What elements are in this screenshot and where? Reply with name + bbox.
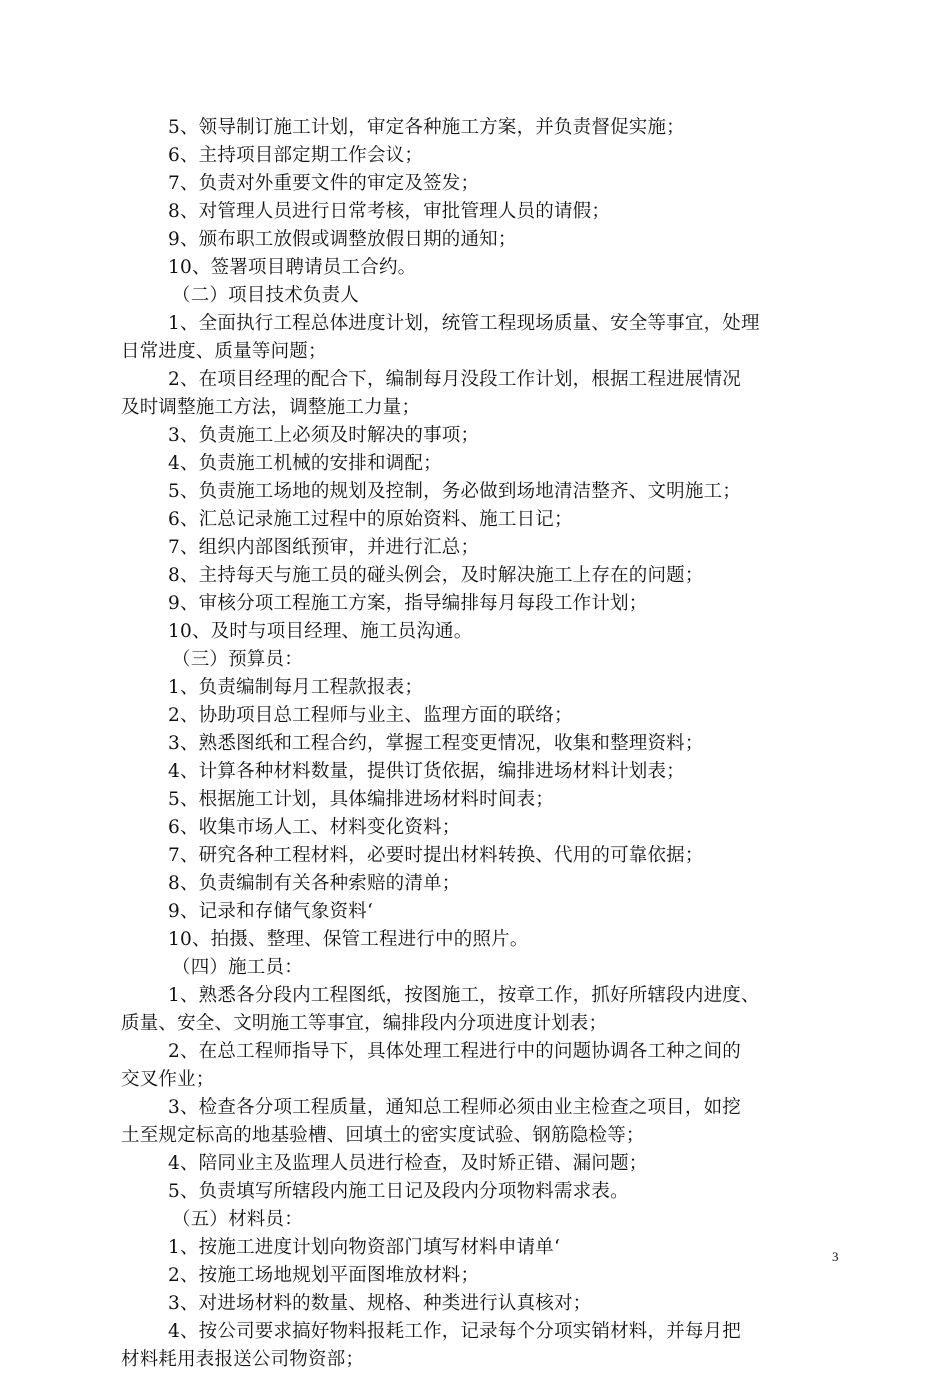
text-line: 2、在总工程师指导下，具体处理工程进行中的问题协调各工种之间的 [168, 1041, 741, 1062]
page-number: 3 [832, 1249, 839, 1264]
text-line: 9、颁布职工放假或调整放假日期的通知； [168, 229, 517, 250]
text-line: 3、熟悉图纸和工程合约，掌握工程变更情况，收集和整理资料； [168, 733, 704, 754]
text-line: 日常进度、质量等问题； [121, 341, 327, 362]
text-line: 8、主持每天与施工员的碰头例会，及时解决施工上存在的问题； [168, 565, 704, 586]
section-heading: （五）材料员： [172, 1209, 303, 1230]
text-line: 4、计算各种材料数量，提供订货依据，编排进场材料计划表； [168, 761, 685, 782]
text-line: 7、负责对外重要文件的审定及签发； [168, 173, 480, 194]
text-line: 8、对管理人员进行日常考核，审批管理人员的请假； [168, 201, 611, 222]
section-heading: （二）项目技术负责人 [172, 285, 360, 306]
text-line: 5、根据施工计划，具体编排进场材料时间表； [168, 789, 554, 810]
text-line: 10、签署项目聘请员工合约。 [168, 257, 417, 278]
text-line: 6、收集市场人工、材料变化资料； [168, 817, 461, 838]
text-line: 1、按施工进度计划向物资部门填写材料申请单‘ [168, 1237, 561, 1258]
text-line: 材料耗用表报送公司物资部； [121, 1349, 365, 1370]
text-line: 5、负责填写所辖段内施工日记及段内分项物料需求表。 [168, 1181, 629, 1202]
document-body [121, 114, 838, 1374]
text-line: 1、负责编制每月工程款报表； [168, 677, 424, 698]
section-heading: （三）预算员： [172, 649, 303, 670]
text-line: 4、负责施工机械的安排和调配； [168, 453, 442, 474]
text-line: 9、记录和存储气象资料‘ [168, 901, 374, 922]
text-line: 6、汇总记录施工过程中的原始资料、施工日记； [168, 509, 573, 530]
text-line: 土至规定标高的地基验槽、回填土的密实度试验、钢筋隐检等； [121, 1125, 645, 1146]
text-line: 10、及时与项目经理、施工员沟通。 [168, 621, 473, 642]
text-line: 3、对进场材料的数量、规格、种类进行认真核对； [168, 1293, 592, 1314]
text-line: 4、按公司要求搞好物料报耗工作，记录每个分项实销材料，并每月把 [168, 1321, 741, 1342]
text-line: 6、主持项目部定期工作会议； [168, 145, 424, 166]
text-line: 1、全面执行工程总体进度计划，统管工程现场质量、安全等事宜，处理 [168, 313, 760, 334]
text-line: 2、在项目经理的配合下，编制每月没段工作计划，根据工程进展情况 [168, 369, 741, 390]
text-line: 2、按施工场地规划平面图堆放材料； [168, 1265, 480, 1286]
text-line: 4、陪同业主及监理人员进行检查，及时矫正错、漏问题； [168, 1153, 648, 1174]
text-line: 7、研究各种工程材料，必要时提出材料转换、代用的可靠依据； [168, 845, 704, 866]
text-line: 5、领导制订施工计划，审定各种施工方案，并负责督促实施； [168, 117, 685, 138]
text-line: 2、协助项目总工程师与业主、监理方面的联络； [168, 705, 573, 726]
text-line: 1、熟悉各分段内工程图纸，按图施工，按章工作，抓好所辖段内进度、 [168, 985, 760, 1006]
section-heading: （四）施工员： [172, 957, 303, 978]
text-line: 9、审核分项工程施工方案，指导编排每月每段工作计划； [168, 593, 648, 614]
text-line: 5、负责施工场地的规划及控制，务必做到场地清洁整齐、文明施工； [168, 481, 741, 502]
text-line: 交叉作业； [121, 1069, 215, 1090]
text-line: 及时调整施工方法，调整施工力量； [121, 397, 421, 418]
text-line: 3、检查各分项工程质量，通知总工程师必须由业主检查之项目，如挖 [168, 1097, 741, 1118]
text-line: 质量、安全、文明施工等事宜，编排段内分项进度计划表； [121, 1013, 608, 1034]
text-line: 10、拍摄、整理、保管工程进行中的照片。 [168, 929, 529, 950]
text-line: 8、负责编制有关各种索赔的清单； [168, 873, 461, 894]
text-line: 7、组织内部图纸预审，并进行汇总； [168, 537, 480, 558]
text-line: 3、负责施工上必须及时解决的事项； [168, 425, 480, 446]
